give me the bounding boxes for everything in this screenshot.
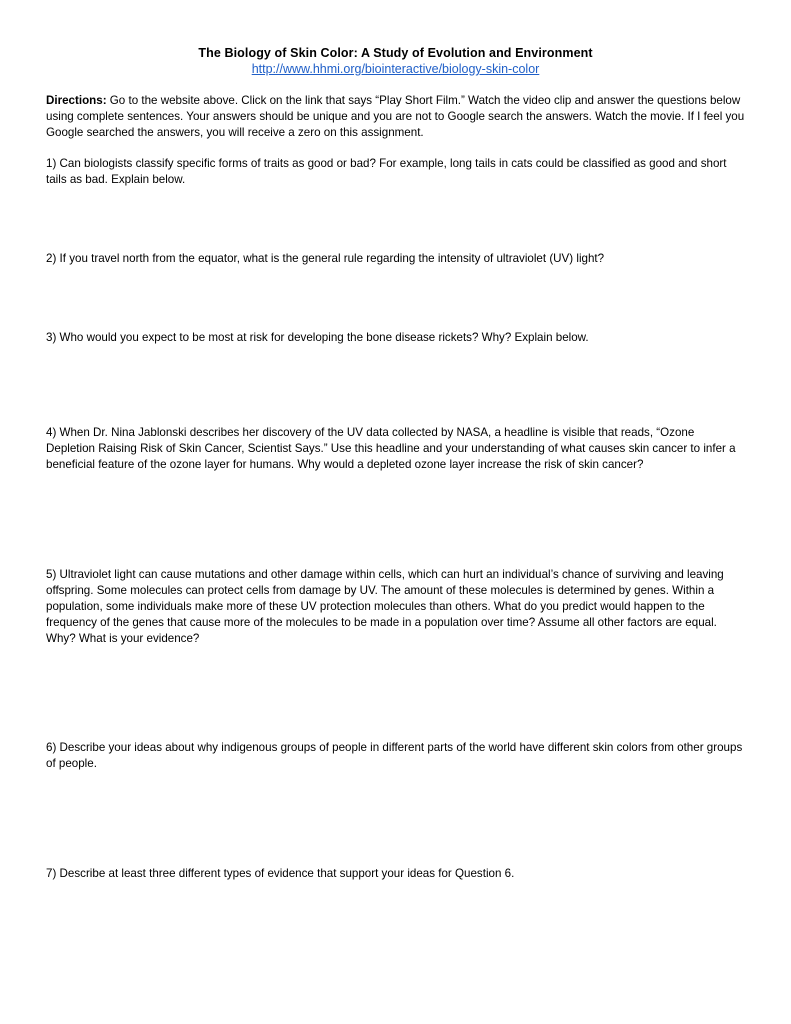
resource-link-line	[0, 62, 791, 76]
page-title: The Biology of Skin Color: A Study of Evolution and Environment	[198, 46, 593, 60]
resource-link[interactable]: http://www.hhmi.org/biointeractive/biology-skin-color	[251, 62, 540, 76]
question-7: 7) Describe at least three different types of evidence that support your ideas for Question 6.	[46, 867, 515, 880]
question-3: 3) Who would you expect to be most at risk for developing the bone disease rickets? Why? Explain below.	[46, 331, 589, 344]
directions-paragraph	[46, 93, 746, 141]
directions-label: Directions:	[46, 94, 107, 107]
question-1: 1) Can biologists classify specific forms of traits as good or bad? For example, long tails in cats could be classified as good and short tails as bad. Explain below.	[46, 157, 727, 186]
question-6: 6) Describe your ideas about why indigenous groups of people in different parts of the world have different skin colors from other groups of people.	[46, 741, 743, 770]
question-5: 5) Ultraviolet light can cause mutations and other damage within cells, which can hurt an individual’s chance of surviving and leaving offspring. Some molecules can protect cells from damage by UV. The amount of these molecules is determined by genes. Within a population, some individuals make more of these UV protection molecules than others. What do you predict would happen to the frequency of the genes that cause more of the molecules to be made in a population over time? Assume all other factors are equal. Why? What is your evidence?	[46, 568, 724, 645]
question-4: 4) When Dr. Nina Jablonski describes her discovery of the UV data collected by NASA, a headline is visible that reads, “Ozone Depletion Raising Risk of Skin Cancer, Scientist Says.” Use this headline and your understanding of what causes skin cancer to infer a beneficial feature of the ozone layer for humans. Why would a depleted ozone layer increase the risk of skin cancer?	[46, 426, 736, 471]
question-2: 2) If you travel north from the equator, what is the general rule regarding the intensity of ultraviolet (UV) light?	[46, 252, 605, 265]
directions-text: Go to the website above. Click on the link that says “Play Short Film.” Watch the video clip and answer the questions below using complete sentences. Your answers should be unique and you are not to Google search the answers. Watch the movie. If I feel you Google searched the answers, you will receive a zero on this assignment.	[46, 94, 745, 139]
